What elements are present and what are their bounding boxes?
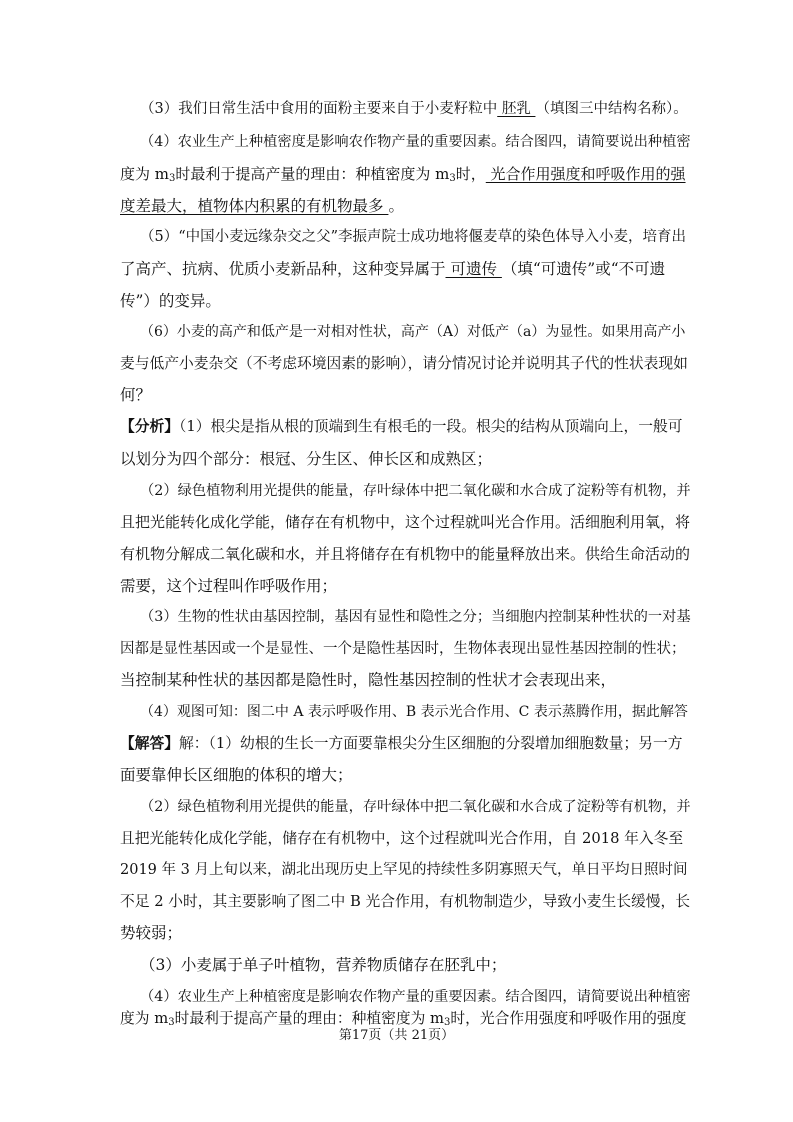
text-line: 势较弱； (120, 924, 183, 942)
text-line: （4）农业生产上种植密度是影响农作物产量的重要因素。结合图四，请简要说出种植密 (140, 989, 691, 1005)
text-line: （5）“中国小麦远缘杂交之父”李振声院士成功地将偃麦草的染色体导入小麦，培育出 (140, 229, 687, 245)
text-line: 以划分为四个部分：根冠、分生区、伸长区和成熟区； (120, 450, 493, 468)
text-line: 当控制某种性状的基因都是隐性时，隐性基因控制的性状才会表现出来， (120, 671, 617, 689)
text-line: 有机物分解成二氧化碳和水，并且将储存在有机物中的能量释放出来。供给生命活动的 (120, 545, 691, 563)
text-line: （6）小麦的高产和低产是一对相对性状，高产（A）对低产（a）为显性。如果用高产小 (140, 324, 686, 340)
text-line: 且把光能转化成化学能，储存在有机物中，这个过程就叫光合作用，自 2018 年入冬至 (120, 830, 684, 847)
text-line: 面要靠伸长区细胞的体积的增大； (120, 766, 353, 784)
text-line: （4）观图可知：图二中 A 表示呼吸作用、B 表示光合作用、C 表示蒸腾作用，据此解答 (140, 704, 688, 720)
text-line: 何？ (120, 386, 152, 404)
text-line: 度为 $m_3$时最利于提高产量的理由：种植密度为 $m_3$时， 光合作用强度和呼吸作用的强 (120, 165, 686, 184)
text-line: 度为 $m_3$时最利于提高产量的理由：种植密度为 $m_3$时，光合作用强度和呼吸作用的强度 (120, 1010, 687, 1028)
text-line: （3）我们日常生活中食用的面粉主要来自于小麦籽粒中 胚乳 （填图三中结构名称）。 (140, 101, 688, 117)
page-footer: 第17页（共 21页） (338, 1028, 455, 1043)
text-line: （2）绿色植物利用光提供的能量，存叶绿体中把二氧化碳和水合成了淀粉等有机物，并 (140, 483, 691, 499)
text-line: 因都是显性基因或一个是显性、一个是隐性基因时，生物体表现出显性基因控制的性状； (120, 641, 686, 657)
text-line: 麦与低产小麦杂交（不考虑环境因素的影响），请分情况讨论并说明其子代的性状表现如 (120, 355, 688, 372)
section-tag: 【解答】 (120, 735, 179, 752)
text-line: 传”）的变异。 (120, 292, 221, 310)
text-line: （3）小麦属于单子叶植物，营养物质储存在胚乳中； (140, 956, 507, 974)
text-line: 不足 2 小时，其主要影响了图二中 B 光合作用，有机物制造少，导致小麦生长缓慢，长 (120, 893, 690, 910)
text-line: （4）农业生产上种植密度是影响农作物产量的重要因素。结合图四，请简要说出种植密 (140, 134, 691, 150)
text-line: 度差最大，植物体内积累的有机物最多 。 (120, 197, 404, 215)
section-tag: 【分析】 (120, 418, 179, 435)
text-line: 【分析】（1）根尖是指从根的顶端到生有根毛的一段。根尖的结构从顶端向上，一般可 (120, 418, 683, 435)
text-line: （2）绿色植物利用光提供的能量，存叶绿体中把二氧化碳和水合成了淀粉等有机物，并 (140, 799, 691, 815)
text-line: 2019 年 3 月上旬以来，湖北出现历史上罕见的持续性多阴寡照天气，单日平均日照时间 (120, 862, 688, 878)
text-line: 需要，这个过程叫作呼吸作用； (120, 577, 338, 595)
text-line: （3）生物的性状由基因控制，基因有显性和隐性之分；当细胞内控制某种性状的一对基 (140, 609, 691, 625)
text-line: 了高产、抗病、优质小麦新品种，这种变异属于 可遗传 （填“可遗传”或“不可遗 (120, 260, 666, 278)
text-line: 【解答】解：（1）幼根的生长一方面要靠根尖分生区细胞的分裂增加细胞数量；另一方 (120, 735, 683, 752)
text-line: 且把光能转化成化学能，储存在有机物中，这个过程就叫光合作用。活细胞利用氧，将 (120, 513, 691, 531)
